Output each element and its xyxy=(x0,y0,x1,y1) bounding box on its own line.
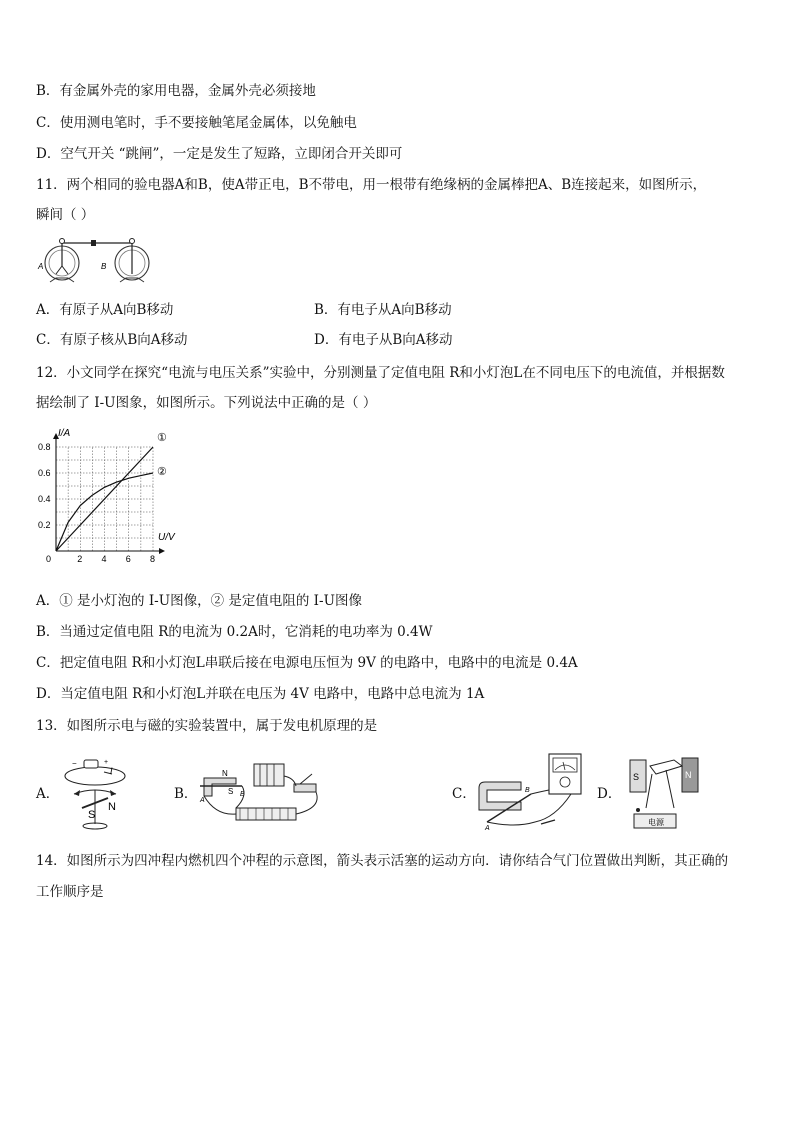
svg-text:N: N xyxy=(108,801,116,813)
q12-option-a: A．① 是小灯泡的 I-U图像，② 是定值电阻的 I-U图像 xyxy=(36,593,362,609)
q10-option-c: C．使用测电笔时，手不要接触笔尾金属体，以免触电 xyxy=(36,115,357,131)
motor-experiment-figure xyxy=(196,756,326,828)
q11-option-b: B．有电子从A向B移动 xyxy=(314,302,452,318)
y-tick-label: 0.2 xyxy=(38,520,51,530)
svg-text:S: S xyxy=(228,787,234,796)
series-label-2: ② xyxy=(157,466,167,478)
svg-text:−: − xyxy=(72,759,77,768)
generator-experiment-figure xyxy=(475,750,585,834)
x-axis-label: U/V xyxy=(158,532,175,543)
svg-text:I: I xyxy=(110,766,113,776)
svg-text:N: N xyxy=(685,770,692,780)
x-tick-label: 2 xyxy=(77,554,83,564)
q11-stem-line1: 11．两个相同的验电器A和B，使A带正电，B不带电，用一根带有绝缘柄的金属棒把A、B连接起来，如图所示， xyxy=(36,177,707,193)
q11-stem-line2: 瞬间（ ） xyxy=(36,207,95,223)
y-tick-label: 0.4 xyxy=(38,494,51,504)
q14-stem-line1: 14．如图所示为四冲程内燃机四个冲程的示意图，箭头表示活塞的运动方向．请你结合气门位置做出判断，其正确的 xyxy=(36,853,729,869)
oersted-experiment-figure xyxy=(60,752,130,832)
svg-text:A: A xyxy=(200,797,205,804)
y-axis-label: I/A xyxy=(58,428,71,439)
insulating-handle xyxy=(91,240,96,246)
q12-stem-line2: 据绘制了 I-U图象，如图所示。下列说法中正确的是（ ） xyxy=(36,395,377,411)
series-label-1: ① xyxy=(157,432,167,444)
svg-text:B: B xyxy=(240,791,245,798)
x-tick-label: 6 xyxy=(125,554,131,564)
q12-option-d: D．当定值电阻 R和小灯泡L并联在电压为 4V 电路中，电路中总电流为 1A xyxy=(36,686,485,702)
q13-label-b: B． xyxy=(174,786,198,802)
svg-text:S: S xyxy=(88,809,96,821)
x-axis-arrow xyxy=(159,548,165,554)
svg-text:B: B xyxy=(525,787,530,794)
y-tick-label: 0.6 xyxy=(38,468,51,478)
q14-stem-line2: 工作顺序是 xyxy=(36,884,104,900)
q11-option-a: A．有原子从A向B移动 xyxy=(36,302,174,318)
electroscope-label-a: A xyxy=(38,262,44,271)
svg-text:电源: 电源 xyxy=(648,818,664,827)
magnetic-force-experiment-figure xyxy=(626,752,706,834)
svg-text:N: N xyxy=(222,769,228,778)
q11-option-c: C．有原子核从B向A移动 xyxy=(36,332,188,348)
q13-stem: 13．如图所示电与磁的实验装置中，属于发电机原理的是 xyxy=(36,718,378,734)
electroscope-b xyxy=(115,239,149,283)
q13-label-d: D． xyxy=(597,786,622,802)
electroscope-figure xyxy=(36,236,156,286)
x-tick-label: 4 xyxy=(101,554,107,564)
electroscope-a xyxy=(45,239,79,283)
iu-graph xyxy=(30,424,190,566)
svg-text:S: S xyxy=(633,772,640,782)
q10-option-b: B．有金属外壳的家用电器，金属外壳必须接地 xyxy=(36,83,316,99)
q13-label-a: A． xyxy=(36,786,60,802)
svg-text:A: A xyxy=(485,825,490,832)
electroscope-label-b: B xyxy=(101,262,107,271)
svg-text:+: + xyxy=(104,759,109,766)
x-tick-label: 8 xyxy=(150,554,156,564)
x-tick-label: 0 xyxy=(46,554,52,564)
q11-option-d: D．有电子从B向A移动 xyxy=(314,332,453,348)
q12-option-b: B．当通过定值电阻 R的电流为 0.2A时，它消耗的电功率为 0.4W xyxy=(36,624,433,640)
q13-label-c: C． xyxy=(452,786,476,802)
q12-stem-line1: 12．小文同学在探究“电流与电压关系”实验中，分别测量了定值电阻 R和小灯泡L在不同电压下的电流值，并根据数 xyxy=(36,365,725,381)
q10-option-d: D．空气开关 “跳闸”，一定是发生了短路，立即闭合开关即可 xyxy=(36,146,403,162)
y-tick-label: 0.8 xyxy=(38,442,51,452)
chart-series xyxy=(56,432,167,551)
q12-option-c: C．把定值电阻 R和小灯泡L串联后接在电源电压恒为 9V 的电路中，电路中的电流是 0.4A xyxy=(36,655,578,671)
